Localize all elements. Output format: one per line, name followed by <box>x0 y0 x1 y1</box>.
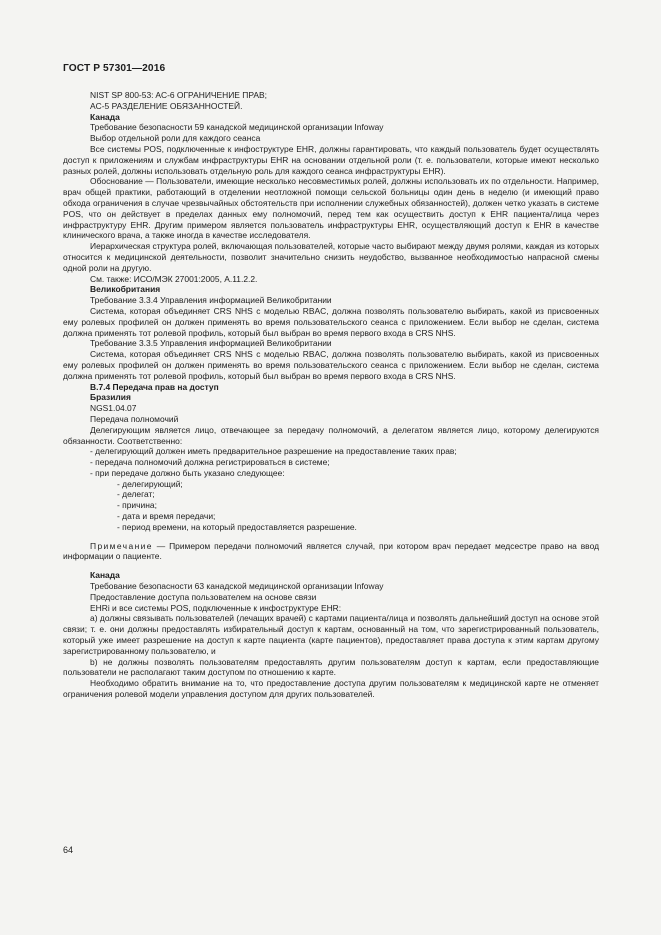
paragraph: Система, которая объединяет CRS NHS с моделью RBAC, должна позволять пользователю выбирать, какой из присвоенных ему ролевых профилей он должен применять во время пользовательского сеанса с приложением. Если выбор не сделан, система должна применять тот ролевой профиль, который был выбран во время первого входа в CRS NHS. <box>63 349 599 381</box>
note-text: — Примером передачи полномочий является случай, при котором врач передает медсестре право на ввод информации о пациенте. <box>63 540 599 562</box>
section-block-1 <box>63 90 599 533</box>
document-body <box>63 90 599 700</box>
paragraph: Канада <box>90 570 120 581</box>
paragraph: Делегирующим является лицо, отвечающее за передачу полномочий, а делегатом является лицо, которому делегируются обязанности. Соответственно: <box>63 424 599 446</box>
paragraph: B.7.4 Передача прав на доступ <box>90 381 219 392</box>
note-label: Примечание <box>90 540 153 551</box>
paragraph: Обоснование — Пользователи, имеющие несколько несовместимых ролей, должны использовать их по отдельности. Например, врач общей практики, работающий в отделении неотложной помощи сельской больницы один день в неделю (и имеющий право обхода ограничения в случае чрезвычайных обстоятельств при исполнении служебных обязанностей), должен четко указать в системе POS, что он действует в пределах данных ему полномочий, перед тем как осуществить доступ к EHR пациента/лица через инфраструктуру EHR. Другим примером является пользователь инфраструктуры EHR, осуществляющий доступ к EHR в качестве клинического врача, а также иногда в качестве исследователя. <box>63 176 599 241</box>
paragraph: Необходимо обратить внимание на то, что предоставление доступа другим пользователям к медицинской карте не отменяет ограничения ролевой модели управления доступом для других пользователей. <box>63 678 599 700</box>
paragraph: NGS1.04.07 <box>90 403 137 414</box>
note-paragraph <box>63 541 599 563</box>
paragraph: Выбор отдельной роли для каждого сеанса <box>90 133 261 144</box>
paragraph: NIST SP 800-53: AC-6 ОГРАНИЧЕНИЕ ПРАВ; <box>90 90 268 100</box>
paragraph: Требование безопасности 63 канадской медицинской организации Infoway <box>90 581 384 592</box>
paragraph: - делегирующий; <box>117 478 183 489</box>
paragraph: - делегат; <box>117 489 155 500</box>
paragraph: Великобритания <box>90 284 161 295</box>
paragraph: См. также: ИСО/МЭК 27001:2005, А.11.2.2. <box>90 273 258 284</box>
paragraph: Передача полномочий <box>90 413 179 424</box>
paragraph: - причина; <box>117 500 157 511</box>
paragraph: - передача полномочий должна регистрироваться в системе; <box>90 457 330 468</box>
paragraph: Требование 3.3.4 Управления информацией Великобритании <box>90 295 332 306</box>
paragraph: EHRi и все системы POS, подключенные к инфоструктуре EHR: <box>90 602 342 613</box>
paragraph: - дата и время передачи; <box>117 511 216 522</box>
spacer <box>63 533 599 541</box>
paragraph: - при передаче должно быть указано следующее: <box>90 467 285 478</box>
paragraph: b) не должны позволять пользователям предоставлять другим пользователям доступ к картам, если предоставляющие пользователи не располагают таким доступом по отношению к карте. <box>63 656 599 678</box>
paragraph: Требование безопасности 59 канадской медицинской организации Infoway <box>90 122 384 133</box>
paragraph: Требование 3.3.5 Управления информацией Великобритании <box>90 338 332 349</box>
paragraph: Предоставление доступа пользователем на основе связи <box>90 591 317 602</box>
spacer <box>63 562 599 570</box>
document-header: ГОСТ Р 57301—2016 <box>63 63 166 74</box>
paragraph: Иерархическая структура ролей, включающая пользователей, которые часто выбирают между двумя ролями, каждая из которых относится к медицинской деятельности, позволит значительно снизить неудобство, вызванное необходимостью напрасной смены одной роли на другую. <box>63 241 599 273</box>
paragraph: AC-5 РАЗДЕЛЕНИЕ ОБЯЗАННОСТЕЙ. <box>90 100 243 111</box>
paragraph: a) должны связывать пользователей (лечащих врачей) с картами пациента/лица и позволять дальнейший доступ на основе этой связи; т. е. они должны предоставлять избирательный доступ к картам, основанный на том, что зарегистрированный пользователь, который уже имеет разрешение на доступ к карте пациента (карте пациентов), предоставляет права доступа к этим картам другому зарегистрированному пользователю, и <box>63 613 599 656</box>
paragraph: - период времени, на который предоставляется разрешение. <box>117 521 357 532</box>
paragraph: Бразилия <box>90 392 131 403</box>
page-number: 64 <box>63 845 74 855</box>
paragraph: - делегирующий должен иметь предварительное разрешение на предоставление таких прав; <box>90 446 457 457</box>
paragraph: Все системы POS, подключенные к инфоструктуре EHR, должны гарантировать, что каждый пользователь будет осуществлять доступ к приложениям и службам инфраструктуры EHR на основании отдельной роли (т. е. пользователи, которые имеют несколько разных ролей, должны использовать отдельную роль для каждого сеанса инфраструктуры EHR). <box>63 143 599 176</box>
section-block-2 <box>63 570 599 700</box>
paragraph: Система, которая объединяет CRS NHS с моделью RBAC, должна позволять пользователю выбирать, какой из присвоенных ему ролевых профилей он должен применять во время пользовательского сеанса с приложением. Если выбор не сделан, система должна применять тот ролевой профиль, который был выбран во время первого входа в CRS NHS. <box>63 305 599 338</box>
paragraph: Канада <box>90 111 120 122</box>
